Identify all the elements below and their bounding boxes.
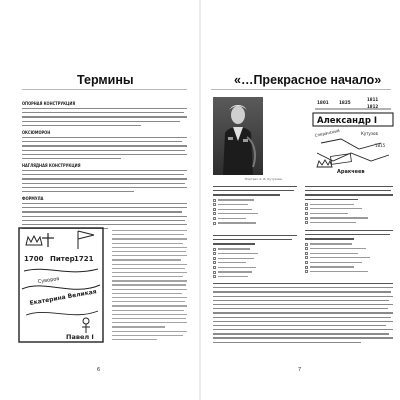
diagram-label-1815: 1815 [375,143,386,148]
portrait-caption: Портрет А. И. Кутузова [245,177,282,181]
question-1-option-6[interactable] [213,222,297,225]
figure-icon [82,318,90,333]
question-3-option-3[interactable] [213,257,297,260]
question-5-text [213,283,393,346]
question-2-option-4[interactable] [305,217,393,220]
right-page [201,0,400,400]
question-1-option-2[interactable] [213,203,297,206]
question-4 [305,230,393,273]
question-2 [305,186,393,224]
seal-commentary-text [112,230,187,343]
question-4-option-6[interactable] [305,266,393,269]
flag-icon [78,231,94,249]
question-1 [213,186,297,225]
question-4-text [305,230,393,240]
diagram-label-arakcheev: Аракчеев [337,169,365,175]
diagram-label-kutuzov: Кутузов [361,131,378,136]
diagram-year-1811: 1811 [367,97,379,102]
question-1-text [213,186,297,196]
question-1-option-1[interactable] [213,199,297,202]
question-3 [213,235,297,278]
section-heading-1: ОПОРНАЯ КОНСТРУКЦИЯ [22,101,76,106]
question-1-option-5[interactable] [213,217,297,220]
question-2-option-2[interactable] [305,207,393,210]
question-3-option-5[interactable] [213,266,297,269]
seal-diagram [18,227,104,343]
question-3-text [213,235,297,245]
diagram-year-1825: 1825 [339,100,351,105]
seal-label-peter: Питер [50,255,75,263]
right-page-title: «…Прекрасное начало» [234,73,382,87]
section-body-2 [22,137,187,162]
seal-label-catherine: Екатерина Великая [29,288,98,307]
question-1-option-3[interactable] [213,208,297,211]
kutuzov-portrait [213,97,263,175]
section-heading-3: НАГЛЯДНАЯ КОНСТРУКЦИЯ [22,163,81,168]
question-3-option-1[interactable] [213,248,297,251]
question-2-text [305,186,393,200]
question-4-option-7[interactable] [305,270,393,273]
question-4-option-4[interactable] [305,256,393,259]
seal-path-line [24,269,98,272]
seal-label-year-1700: 1700 [24,255,44,263]
diagram-year-1801: 1801 [317,100,329,105]
diagram-name: Александр I [317,116,378,126]
alexander-diagram [311,95,395,177]
question-1-option-4[interactable] [213,212,297,215]
question-2-option-1[interactable] [305,203,393,206]
question-4-option-1[interactable] [305,243,393,246]
left-page [0,0,199,400]
left-page-number: 6 [97,367,101,373]
left-page-title: Термины [77,73,134,87]
right-title-rule [211,89,391,90]
seal-label-paul: Павел I [66,333,94,341]
crown-icon [26,236,42,245]
section-body-1 [22,108,187,129]
question-4-option-2[interactable] [305,247,393,250]
question-3-option-4[interactable] [213,261,297,264]
question-3-option-7[interactable] [213,275,297,278]
diagram-label-speransky: Сперанский [314,127,340,138]
crown-icon [317,160,332,167]
right-page-number: 7 [298,367,302,373]
question-2-option-5[interactable] [305,221,393,224]
section-body-3 [22,170,187,195]
question-4-option-3[interactable] [305,252,393,255]
question-3-option-6[interactable] [213,271,297,274]
section-heading-4: ФОРМУЛА [22,196,44,201]
question-4-option-5[interactable] [305,261,393,264]
seal-label-year-1721: 1721 [74,255,94,263]
question-3-option-2[interactable] [213,252,297,255]
seal-label-suvorov: Суворов [37,276,60,285]
diagram-year-1812: 1812 [367,104,379,109]
section-heading-2: ОКСЮМОРОН [22,130,51,135]
cross-icon [42,233,54,247]
question-2-option-3[interactable] [305,212,393,215]
left-title-rule [22,89,187,90]
